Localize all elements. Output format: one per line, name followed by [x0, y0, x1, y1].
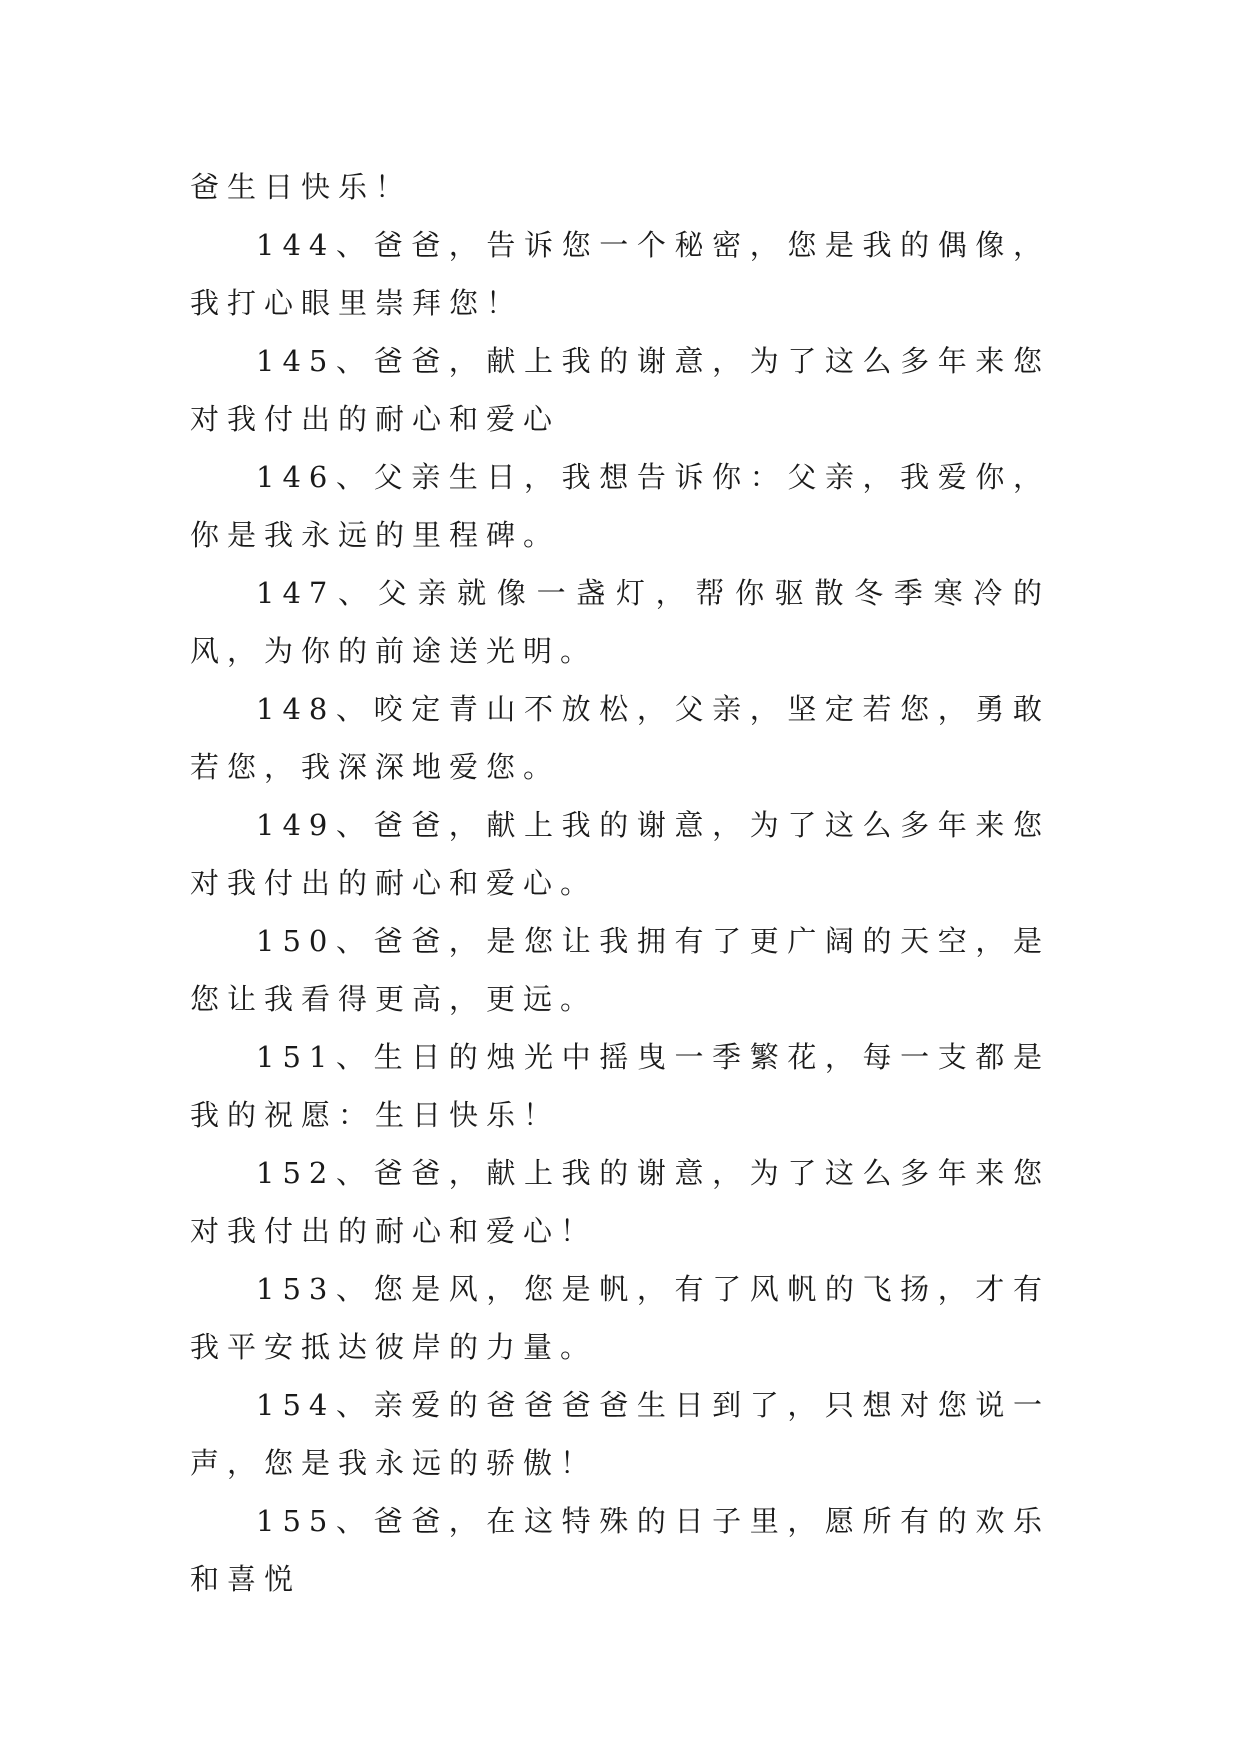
paragraph: 爸生日快乐！	[190, 170, 413, 204]
paragraph: 154、亲爱的爸爸爸爸生日到了，只想对您说一声，您是我永远的骄傲！	[190, 1388, 1050, 1480]
document-body	[190, 158, 1050, 1608]
paragraph: 146、父亲生日，我想告诉你：父亲，我爱你，你是我永远的里程碑。	[190, 460, 1050, 552]
paragraph: 144、爸爸，告诉您一个秘密，您是我的偶像，我打心眼里崇拜您！	[190, 228, 1050, 320]
paragraph: 151、生日的烛光中摇曳一季繁花，每一支都是我的祝愿：生日快乐！	[190, 1040, 1050, 1132]
paragraph: 145、爸爸，献上我的谢意，为了这么多年来您对我付出的耐心和爱心	[190, 344, 1050, 436]
paragraph: 149、爸爸，献上我的谢意，为了这么多年来您对我付出的耐心和爱心。	[190, 808, 1050, 900]
paragraph: 153、您是风，您是帆，有了风帆的飞扬，才有我平安抵达彼岸的力量。	[190, 1272, 1050, 1364]
paragraph: 150、爸爸，是您让我拥有了更广阔的天空，是您让我看得更高，更远。	[190, 924, 1050, 1016]
paragraph: 155、爸爸，在这特殊的日子里，愿所有的欢乐和喜悦	[190, 1504, 1050, 1596]
paragraph: 147、父亲就像一盏灯，帮你驱散冬季寒冷的风，为你的前途送光明。	[190, 576, 1050, 668]
paragraph: 148、咬定青山不放松，父亲，坚定若您，勇敢若您，我深深地爱您。	[190, 692, 1050, 784]
paragraph: 152、爸爸，献上我的谢意，为了这么多年来您对我付出的耐心和爱心！	[190, 1156, 1050, 1248]
